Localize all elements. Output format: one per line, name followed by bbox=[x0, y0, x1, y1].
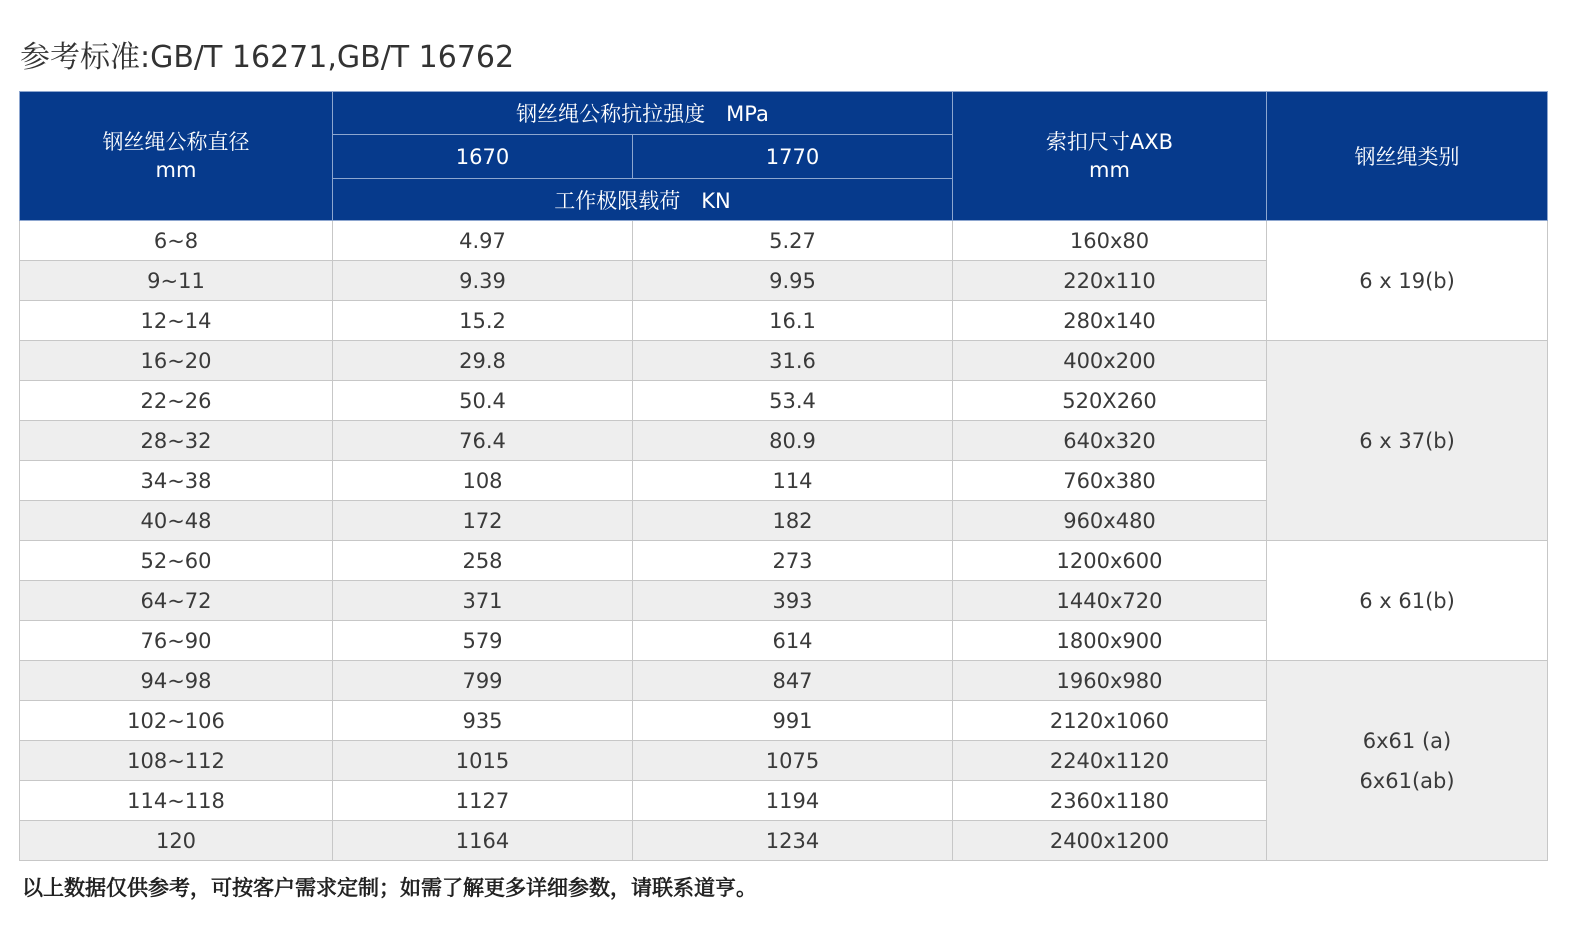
category-label: 6 x 61(b) bbox=[1359, 588, 1455, 613]
header-size-label: 索扣尺寸AXB bbox=[1045, 130, 1174, 154]
cell-load-1670: 1164 bbox=[333, 821, 633, 861]
cell-size: 760x380 bbox=[953, 461, 1267, 501]
cell-load-1670: 1015 bbox=[333, 741, 633, 781]
cell-load-1670: 258 bbox=[333, 541, 633, 581]
cell-load-1770: 53.4 bbox=[633, 381, 953, 421]
cell-load-1670: 108 bbox=[333, 461, 633, 501]
cell-diameter: 6~8 bbox=[20, 221, 333, 261]
cell-size: 2360x1180 bbox=[953, 781, 1267, 821]
header-diameter-unit: mm bbox=[155, 158, 197, 182]
cell-load-1670: 9.39 bbox=[333, 261, 633, 301]
header-diameter bbox=[20, 92, 333, 221]
cell-size: 400x200 bbox=[953, 341, 1267, 381]
cell-diameter: 9~11 bbox=[20, 261, 333, 301]
cell-size: 960x480 bbox=[953, 501, 1267, 541]
cell-size: 2400x1200 bbox=[953, 821, 1267, 861]
cell-load-1770: 1075 bbox=[633, 741, 953, 781]
cell-diameter: 22~26 bbox=[20, 381, 333, 421]
cell-diameter: 34~38 bbox=[20, 461, 333, 501]
cell-load-1770: 991 bbox=[633, 701, 953, 741]
page-title: 参考标准:GB/T 16271,GB/T 16762 bbox=[20, 40, 515, 75]
cell-category bbox=[1267, 661, 1548, 861]
cell-load-1770: 31.6 bbox=[633, 341, 953, 381]
cell-size: 1200x600 bbox=[953, 541, 1267, 581]
table-header bbox=[20, 92, 1548, 221]
cell-load-1770: 9.95 bbox=[633, 261, 953, 301]
cell-category bbox=[1267, 221, 1548, 341]
cell-size: 1800x900 bbox=[953, 621, 1267, 661]
header-grade-1770: 1770 bbox=[633, 135, 953, 179]
cell-diameter: 102~106 bbox=[20, 701, 333, 741]
cell-load-1770: 614 bbox=[633, 621, 953, 661]
cell-diameter: 12~14 bbox=[20, 301, 333, 341]
cell-size: 1960x980 bbox=[953, 661, 1267, 701]
cell-load-1670: 799 bbox=[333, 661, 633, 701]
cell-diameter: 28~32 bbox=[20, 421, 333, 461]
cell-size: 160x80 bbox=[953, 221, 1267, 261]
cell-load-1770: 80.9 bbox=[633, 421, 953, 461]
cell-diameter: 114~118 bbox=[20, 781, 333, 821]
cell-load-1770: 182 bbox=[633, 501, 953, 541]
cell-size: 280x140 bbox=[953, 301, 1267, 341]
cell-diameter: 52~60 bbox=[20, 541, 333, 581]
table-row bbox=[20, 221, 1548, 261]
header-load: 工作极限载荷 KN bbox=[333, 179, 953, 221]
table-row bbox=[20, 341, 1548, 381]
category-label: 6 x 37(b) bbox=[1359, 428, 1455, 453]
header-category: 钢丝绳类别 bbox=[1267, 92, 1548, 221]
cell-size: 2240x1120 bbox=[953, 741, 1267, 781]
category-label: 6 x 19(b) bbox=[1359, 268, 1455, 293]
cell-load-1670: 935 bbox=[333, 701, 633, 741]
header-strength: 钢丝绳公称抗拉强度 MPa bbox=[333, 92, 953, 135]
cell-diameter: 64~72 bbox=[20, 581, 333, 621]
cell-diameter: 108~112 bbox=[20, 741, 333, 781]
cell-size: 1440x720 bbox=[953, 581, 1267, 621]
cell-load-1670: 76.4 bbox=[333, 421, 633, 461]
cell-size: 2120x1060 bbox=[953, 701, 1267, 741]
cell-size: 520X260 bbox=[953, 381, 1267, 421]
cell-load-1670: 29.8 bbox=[333, 341, 633, 381]
cell-load-1670: 1127 bbox=[333, 781, 633, 821]
header-grade-1670: 1670 bbox=[333, 135, 633, 179]
cell-load-1770: 1194 bbox=[633, 781, 953, 821]
cell-load-1770: 114 bbox=[633, 461, 953, 501]
cell-load-1670: 15.2 bbox=[333, 301, 633, 341]
cell-load-1770: 1234 bbox=[633, 821, 953, 861]
table-row bbox=[20, 661, 1548, 701]
table-body bbox=[20, 221, 1548, 861]
cell-diameter: 94~98 bbox=[20, 661, 333, 701]
cell-load-1770: 273 bbox=[633, 541, 953, 581]
cell-diameter: 16~20 bbox=[20, 341, 333, 381]
footnote: 以上数据仅供参考，可按客户需求定制；如需了解更多详细参数，请联系道亨。 bbox=[22, 876, 757, 900]
cell-load-1770: 847 bbox=[633, 661, 953, 701]
cell-load-1770: 393 bbox=[633, 581, 953, 621]
cell-category bbox=[1267, 341, 1548, 541]
cell-diameter: 40~48 bbox=[20, 501, 333, 541]
category-label: 6x61 (a) bbox=[1362, 728, 1452, 753]
cell-category bbox=[1267, 541, 1548, 661]
cell-size: 640x320 bbox=[953, 421, 1267, 461]
table-row bbox=[20, 541, 1548, 581]
spec-table bbox=[19, 91, 1548, 861]
header-size-unit: mm bbox=[1089, 158, 1130, 182]
header-size bbox=[953, 92, 1267, 221]
cell-load-1670: 371 bbox=[333, 581, 633, 621]
cell-load-1770: 16.1 bbox=[633, 301, 953, 341]
cell-diameter: 120 bbox=[20, 821, 333, 861]
cell-load-1670: 172 bbox=[333, 501, 633, 541]
cell-load-1670: 4.97 bbox=[333, 221, 633, 261]
cell-load-1770: 5.27 bbox=[633, 221, 953, 261]
cell-size: 220x110 bbox=[953, 261, 1267, 301]
category-label: 6x61(ab) bbox=[1359, 768, 1455, 793]
cell-load-1670: 579 bbox=[333, 621, 633, 661]
cell-load-1670: 50.4 bbox=[333, 381, 633, 421]
header-diameter-label: 钢丝绳公称直径 bbox=[102, 130, 250, 154]
cell-diameter: 76~90 bbox=[20, 621, 333, 661]
